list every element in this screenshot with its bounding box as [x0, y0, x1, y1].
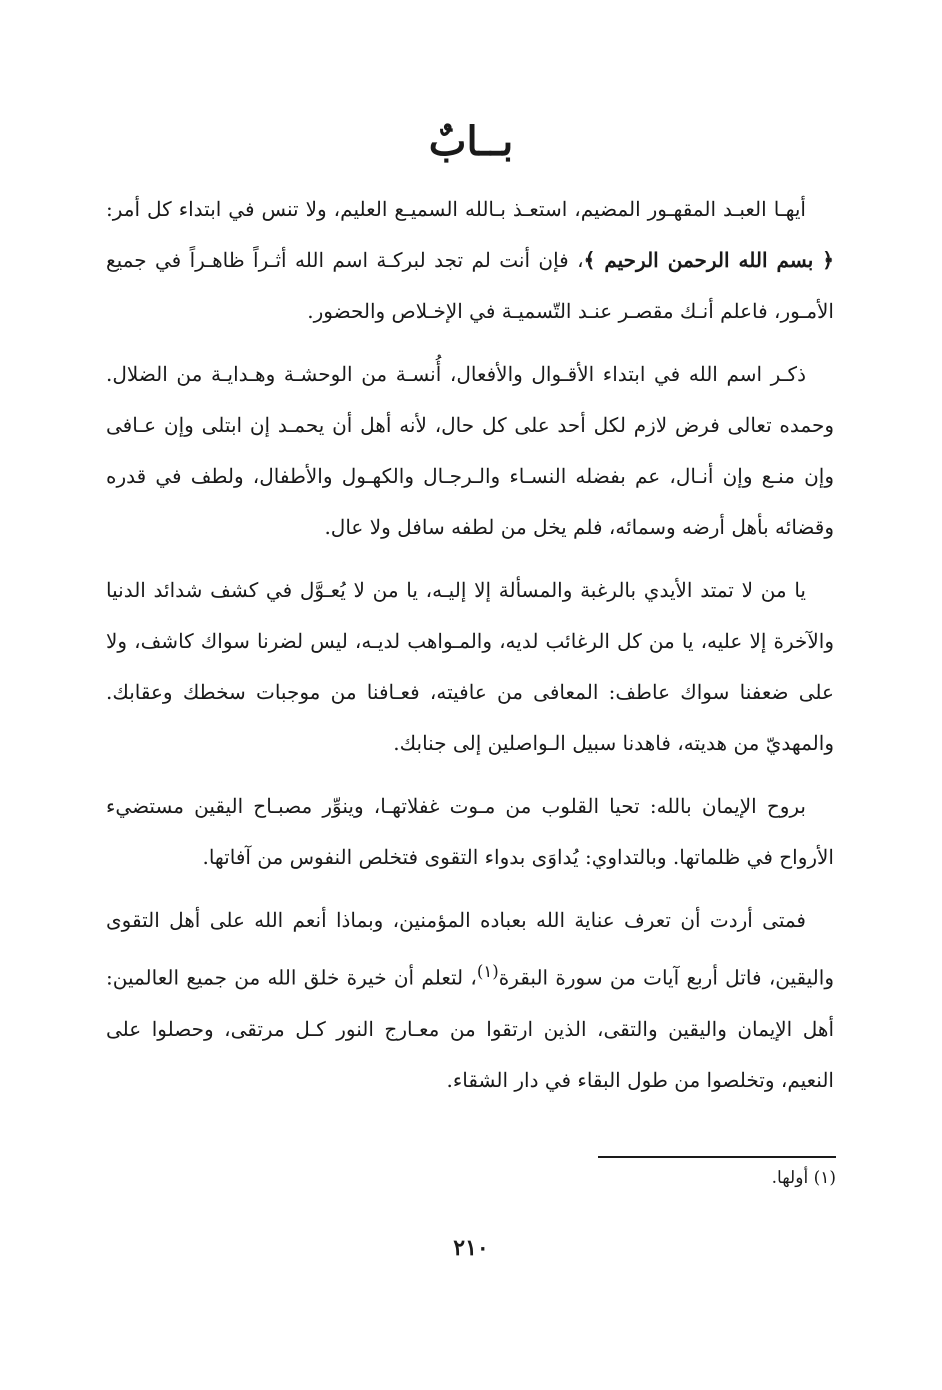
paragraph-1-text-b: ، فإن أنت لم تجد لبركـة اسم الله أثـراً ظاهـراً في جميع الأمـور، فاعلم أنـك مقصـر عنـد التّسميـة في الإخـلاص والحضور. [106, 248, 834, 323]
chapter-title: بــابٌ [428, 118, 514, 165]
paragraph-1-text-a: أيهـا العبـد المقهـور المضيم، استعـذ بـالله السميـع العليم، ولا تنس في ابتداء كل أمر: [106, 197, 806, 221]
page-number: ٢١٠ [453, 1235, 489, 1261]
paragraph-1 [106, 184, 834, 337]
footnote-divider [598, 1156, 836, 1158]
paragraph-2: ذكـر اسم الله في ابتداء الأقـوال والأفعال، أُنسـة من الوحشـة وهـدايـة من الضلال. وحمده تعالى فرض لازم لكل أحد على كل حال، لأنه أهل أن يحمـد إن ابتلى وإن عـافى وإن منـع وإن أنـال، عم بفضله النسـاء والـرجـال والكهـول والأطفال، ولطف في قدره وقضائه بأهل أرضه وسمائه، فلم يخل من لطفه سافل ولا عال. [106, 362, 834, 539]
footnote: (١) أولها. [771, 1168, 836, 1188]
paragraph-3: يا من لا تمتد الأيدي بالرغبة والمسألة إلا إليـه، يا من لا يُعـوَّل في كشف شدائد الدنيا والآخرة إلا عليه، يا من كل الرغائب لديه، والمـواهب لديـه، ليس لضرنا سواك كاشف، ولا على ضعفنا سواك عاطف: المعافى من عافيته، فعـافنا من موجبات سخطك وعقابك. والمهديّ من هديته، فاهدنا سبيل الـواصلين إلى جنابك. [106, 578, 834, 755]
paragraph-5-text-a: فمتى أردت أن تعرف عناية الله بعباده المؤمنين، وبماذا أنعم الله على أهل التقوى واليقين، فاتل أربع آيات من سورة البقرة [106, 908, 834, 990]
body-text [106, 184, 834, 1106]
paragraph-5 [106, 895, 834, 1106]
paragraph-4: بروح الإيمان بالله: تحيا القلوب من مـوت غفلاتهـا، وينوِّر مصبـاح اليقين مستضيء الأرواح في ظلماتها. وبالتداوي: يُداوَى بدواء التقوى فتخلص النفوس من آفاتها. [106, 794, 834, 869]
paragraph-5-text-b: ، لتعلم أن خيرة خلق الله من جميع العالمين: أهل الإيمان واليقين والتقى، الذين ارتقوا من معـارج النور كـل مرتقى، وحصلوا على النعيم، وتخلصوا من طول البقاء في دار الشقاء. [106, 965, 834, 1092]
footnote-reference: (١) [476, 962, 499, 981]
basmala: ﴿ بسم الله الرحمن الرحيم ﴾ [583, 248, 834, 272]
